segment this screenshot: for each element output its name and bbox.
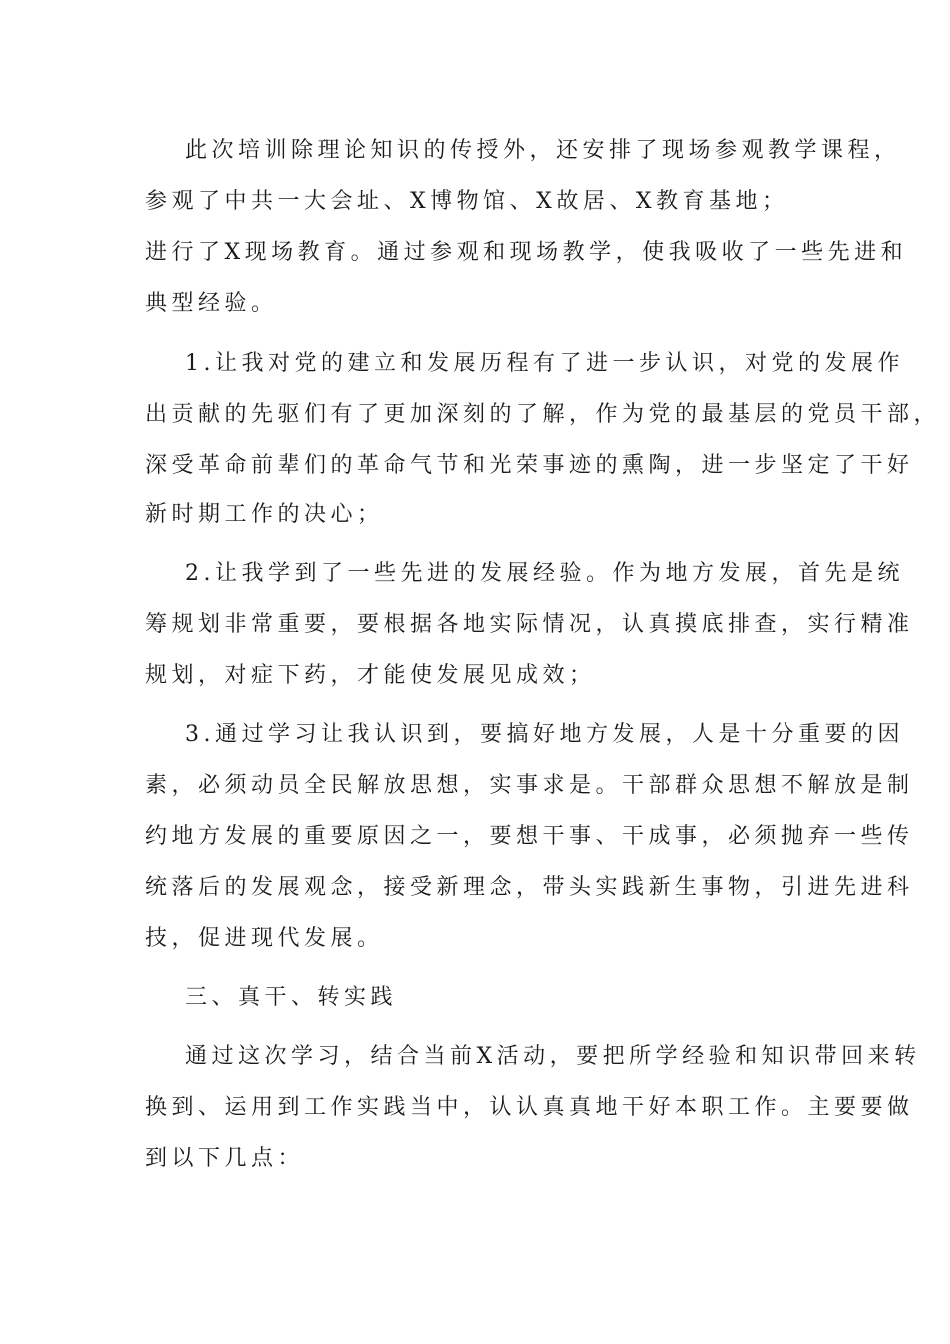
paragraph-line: 约地方发展的重要原因之一，要想干事、干成事，必须抛弃一些传	[145, 824, 914, 849]
paragraph-line: 此次培训除理论知识的传授外，还安排了现场参观教学课程，	[185, 138, 901, 163]
paragraph-line: 到以下几点：	[145, 1146, 305, 1171]
paragraph-line: 2.让我学到了一些先进的发展经验。作为地方发展，首先是统	[185, 561, 904, 586]
section-heading: 三、真干、转实践	[185, 985, 398, 1010]
paragraph-line: 出贡献的先驱们有了更加深刻的了解，作为党的最基层的党员干部，	[145, 402, 941, 427]
paragraph-line: 新时期工作的决心；	[145, 502, 384, 527]
paragraph-line: 筹规划非常重要，要根据各地实际情况，认真摸底排查，实行精准	[145, 612, 914, 637]
paragraph-line: 1.让我对党的建立和发展历程有了进一步认识，对党的发展作	[185, 351, 904, 376]
paragraph-line: 技，促进现代发展。	[145, 926, 384, 951]
paragraph-line: 通过这次学习，结合当前X活动，要把所学经验和知识带回来转	[185, 1044, 921, 1069]
paragraph-line: 典型经验。	[145, 291, 278, 316]
paragraph-line: 深受革命前辈们的革命气节和光荣事迹的熏陶，进一步坚定了干好	[145, 453, 914, 478]
paragraph-line: 换到、运用到工作实践当中，认认真真地干好本职工作。主要要做	[145, 1095, 914, 1120]
paragraph-line: 素，必须动员全民解放思想，实事求是。干部群众思想不解放是制	[145, 773, 914, 798]
paragraph-line: 进行了X现场教育。通过参观和现场教学，使我吸收了一些先进和	[145, 240, 908, 265]
paragraph-line: 统落后的发展观念，接受新理念，带头实践新生事物，引进先进科	[145, 875, 914, 900]
paragraph-line: 参观了中共一大会址、X博物馆、X故居、X教育基地；	[145, 189, 789, 214]
paragraph-line: 规划，对症下药，才能使发展见成效；	[145, 663, 596, 688]
paragraph-line: 3.通过学习让我认识到，要搞好地方发展，人是十分重要的因	[185, 722, 904, 747]
